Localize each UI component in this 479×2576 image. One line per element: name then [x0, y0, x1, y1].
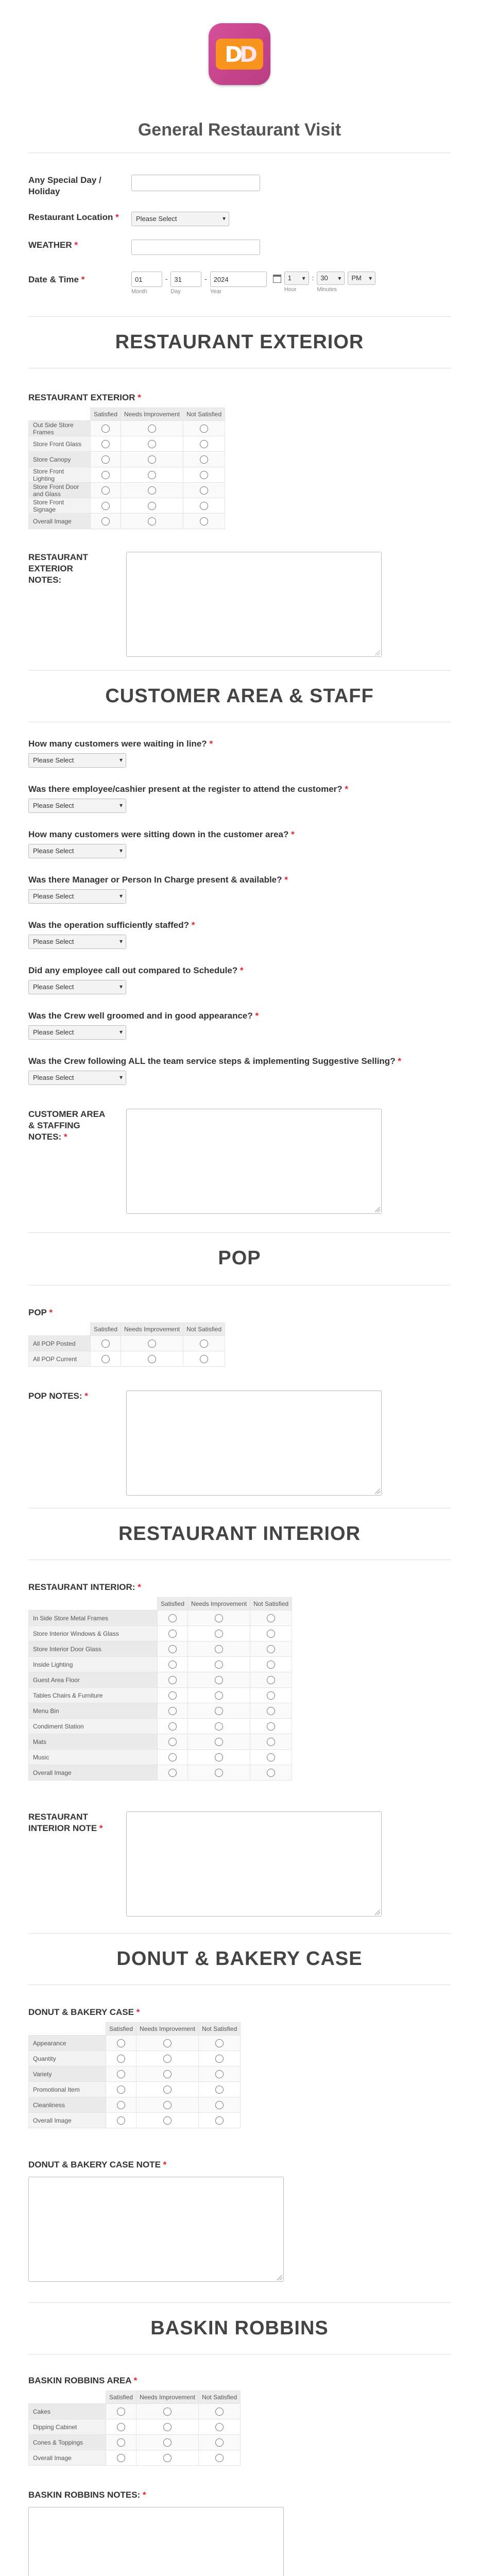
matrix-row-label: Quantity: [29, 2051, 106, 2066]
weather-field: [28, 240, 451, 255]
baskin-radio[interactable]: [215, 2438, 224, 2447]
matrix-row: [29, 467, 225, 483]
matrix-row-label: Dipping Cabinet: [29, 2419, 106, 2435]
exterior-radio[interactable]: [200, 440, 208, 448]
interior-radio[interactable]: [215, 1707, 223, 1715]
matrix-col-header: Satisfied: [106, 2391, 136, 2404]
pop-radio[interactable]: [101, 1340, 110, 1348]
interior-radio[interactable]: [215, 1614, 223, 1622]
baskin-notes-textarea[interactable]: [28, 2507, 284, 2576]
baskin-radio[interactable]: [117, 2454, 125, 2462]
customer-notes-label: CUSTOMER AREA & STAFFING NOTES: *: [28, 1109, 105, 1142]
baskin-radio[interactable]: [117, 2423, 125, 2431]
baskin-radio[interactable]: [163, 2438, 172, 2447]
donut-radio[interactable]: [163, 2070, 172, 2078]
exterior-radio[interactable]: [148, 455, 156, 464]
interior-radio[interactable]: [215, 1753, 223, 1761]
matrix-row-label: All POP Current: [29, 1351, 91, 1367]
minute-select[interactable]: 30 ▾: [317, 272, 345, 285]
interior-radio[interactable]: [215, 1691, 223, 1700]
matrix-row: [29, 1750, 292, 1765]
interior-notes-label: RESTAURANT INTERIOR NOTE *: [28, 1812, 103, 1833]
special-day-label: Any Special Day / Holiday: [28, 175, 101, 196]
month-input[interactable]: 01: [131, 272, 162, 287]
matrix-col-header: Needs Improvement: [136, 2391, 199, 2404]
donut-radio[interactable]: [163, 2116, 172, 2125]
baskin-radio[interactable]: [163, 2454, 172, 2462]
pop-notes-textarea[interactable]: [126, 1391, 382, 1496]
exterior-radio[interactable]: [148, 425, 156, 433]
customer-question: [28, 1055, 451, 1085]
interior-radio[interactable]: [267, 1630, 275, 1638]
matrix-row: [29, 2435, 241, 2450]
interior-radio[interactable]: [267, 1707, 275, 1715]
matrix-row: [29, 1719, 292, 1734]
exterior-radio[interactable]: [101, 486, 110, 495]
interior-notes-field: [28, 1811, 451, 1917]
pop-notes-field: [28, 1391, 451, 1496]
matrix-col-header: Needs Improvement: [121, 408, 183, 421]
interior-radio[interactable]: [168, 1722, 177, 1731]
matrix-row: [29, 1626, 292, 1641]
matrix-row: [29, 436, 225, 452]
matrix-row-label: Store Interior Door Glass: [29, 1641, 158, 1657]
donut-radio[interactable]: [117, 2055, 125, 2063]
pop-radio[interactable]: [101, 1355, 110, 1363]
baskin-radio[interactable]: [163, 2408, 172, 2416]
matrix-row-label: Overall Image: [29, 514, 91, 529]
interior-radio[interactable]: [168, 1738, 177, 1746]
donut-radio[interactable]: [163, 2055, 172, 2063]
matrix-col-header: Satisfied: [158, 1598, 188, 1611]
matrix-row-label: Tables Chairs & Furniture: [29, 1688, 158, 1703]
baskin-label: BASKIN ROBBINS AREA *: [28, 2376, 138, 2385]
day-sublabel: Day: [170, 289, 181, 295]
customer-question: [28, 738, 451, 768]
section-donut: DONUT & BAKERY CASE: [116, 1948, 363, 1970]
interior-radio[interactable]: [168, 1707, 177, 1715]
section-baskin: BASKIN ROBBINS: [150, 2317, 329, 2339]
matrix-row: [29, 498, 225, 514]
matrix-row: [29, 1611, 292, 1626]
minute-sublabel: Minutes: [317, 286, 337, 293]
matrix-row-label: Store Front Glass: [29, 436, 91, 452]
pop-matrix: [28, 1323, 451, 1367]
donut-radio[interactable]: [163, 2101, 172, 2109]
matrix-row-label: Music: [29, 1750, 158, 1765]
matrix-row-label: Store Canopy: [29, 452, 91, 467]
exterior-radio[interactable]: [101, 471, 110, 479]
exterior-radio[interactable]: [200, 455, 208, 464]
pop-radio[interactable]: [148, 1340, 156, 1348]
matrix-row-label: Store Interior Windows & Glass: [29, 1626, 158, 1641]
interior-radio[interactable]: [267, 1614, 275, 1622]
pop-notes-label: POP NOTES: *: [28, 1391, 88, 1401]
customer-question: [28, 783, 451, 813]
donut-radio[interactable]: [117, 2086, 125, 2094]
page-title: General Restaurant Visit: [138, 120, 341, 140]
interior-radio[interactable]: [168, 1753, 177, 1761]
interior-radio[interactable]: [267, 1769, 275, 1777]
baskin-radio[interactable]: [215, 2454, 224, 2462]
matrix-col-header: Satisfied: [91, 1323, 121, 1336]
question-label: How many customers were sitting down in the customer area? *: [28, 829, 295, 839]
baskin-radio[interactable]: [163, 2423, 172, 2431]
interior-radio[interactable]: [267, 1738, 275, 1746]
customer-question: [28, 919, 451, 949]
question-label: Did any employee call out compared to Schedule? *: [28, 965, 244, 975]
exterior-label: RESTAURANT EXTERIOR *: [28, 393, 141, 402]
question-label: Was there employee/cashier present at the register to attend the customer? *: [28, 784, 349, 794]
special-day-field: [28, 175, 451, 197]
location-select[interactable]: Please Select ▾: [131, 212, 229, 226]
exterior-radio[interactable]: [200, 502, 208, 510]
question-label: Was the Crew following ALL the team service steps & implementing Suggestive Selling? *: [28, 1056, 401, 1066]
dd-logo-icon: D D: [216, 39, 263, 70]
customer-question: [28, 1010, 451, 1040]
interior-radio[interactable]: [215, 1738, 223, 1746]
interior-radio[interactable]: [168, 1676, 177, 1684]
day-input[interactable]: 31: [170, 272, 201, 287]
matrix-col-header: Not Satisfied: [250, 1598, 292, 1611]
exterior-notes-textarea[interactable]: [126, 552, 382, 657]
exterior-radio[interactable]: [200, 486, 208, 495]
matrix-col-header: Not Satisfied: [183, 1323, 225, 1336]
matrix-row-label: All POP Posted: [29, 1336, 91, 1351]
exterior-matrix: [28, 408, 451, 529]
interior-radio[interactable]: [168, 1769, 177, 1777]
pop-radio[interactable]: [200, 1340, 208, 1348]
question-select[interactable]: Please Select ▾: [28, 889, 126, 904]
pop-radio[interactable]: [200, 1355, 208, 1363]
baskin-radio[interactable]: [215, 2408, 224, 2416]
interior-radio[interactable]: [267, 1753, 275, 1761]
interior-radio[interactable]: [168, 1630, 177, 1638]
matrix-row: [29, 2113, 241, 2128]
exterior-notes-field: [28, 552, 451, 657]
exterior-radio[interactable]: [101, 517, 110, 526]
month-sublabel: Month: [131, 289, 147, 295]
matrix-row: [29, 483, 225, 498]
exterior-radio[interactable]: [148, 517, 156, 526]
question-select[interactable]: Please Select ▾: [28, 1071, 126, 1085]
brand-logo: [209, 23, 270, 85]
interior-notes-textarea[interactable]: [126, 1811, 382, 1917]
matrix-row: [29, 2404, 241, 2419]
donut-label: DONUT & BAKERY CASE *: [28, 2007, 140, 2017]
special-day-input[interactable]: [131, 175, 260, 191]
interior-radio[interactable]: [267, 1645, 275, 1653]
interior-radio[interactable]: [168, 1691, 177, 1700]
exterior-radio[interactable]: [101, 440, 110, 448]
question-select[interactable]: Please Select ▾: [28, 1025, 126, 1040]
matrix-row-label: Cones & Toppings: [29, 2435, 106, 2450]
datetime-label: Date & Time *: [28, 275, 85, 284]
donut-radio[interactable]: [117, 2101, 125, 2109]
customer-question: [28, 828, 451, 858]
matrix-row: [29, 1672, 292, 1688]
question-label: Was the Crew well groomed and in good appearance? *: [28, 1011, 259, 1021]
matrix-row: [29, 1688, 292, 1703]
matrix-row-label: Appearance: [29, 2036, 106, 2051]
donut-radio[interactable]: [215, 2116, 224, 2125]
exterior-notes-label: RESTAURANT EXTERIOR NOTES:: [28, 552, 88, 585]
matrix-row: [29, 2419, 241, 2435]
matrix-row: [29, 1351, 225, 1367]
date-sep-2: -: [204, 275, 207, 283]
interior-radio[interactable]: [215, 1769, 223, 1777]
exterior-radio[interactable]: [148, 471, 156, 479]
question-label: Was the operation sufficiently staffed? *: [28, 920, 195, 930]
interior-radio[interactable]: [267, 1676, 275, 1684]
donut-radio[interactable]: [117, 2116, 125, 2125]
matrix-row: [29, 2036, 241, 2051]
section-pop: POP: [218, 1247, 261, 1269]
donut-radio[interactable]: [215, 2055, 224, 2063]
matrix-row-label: Inside Lighting: [29, 1657, 158, 1672]
year-input[interactable]: 2024: [210, 272, 267, 287]
interior-radio[interactable]: [168, 1645, 177, 1653]
interior-radio[interactable]: [215, 1630, 223, 1638]
weather-input[interactable]: [131, 240, 260, 255]
matrix-row-label: Cakes: [29, 2404, 106, 2419]
exterior-radio[interactable]: [148, 502, 156, 510]
question-select[interactable]: Please Select ▾: [28, 844, 126, 858]
matrix-row-label: Store Front Door and Glass: [29, 483, 91, 498]
donut-notes-textarea[interactable]: [28, 2177, 284, 2282]
matrix-row-label: Condiment Station: [29, 1719, 158, 1734]
exterior-radio[interactable]: [148, 486, 156, 495]
location-field: [28, 212, 451, 226]
interior-radio[interactable]: [168, 1614, 177, 1622]
ampm-select[interactable]: PM ▾: [348, 272, 375, 285]
matrix-row-label: Overall Image: [29, 2113, 106, 2128]
exterior-radio[interactable]: [148, 440, 156, 448]
matrix-row-label: Overall Image: [29, 2450, 106, 2466]
exterior-radio[interactable]: [200, 425, 208, 433]
donut-radio[interactable]: [215, 2101, 224, 2109]
customer-question: [28, 874, 451, 904]
section-exterior: RESTAURANT EXTERIOR: [115, 331, 364, 353]
section-interior: RESTAURANT INTERIOR: [118, 1523, 361, 1545]
donut-radio[interactable]: [215, 2086, 224, 2094]
matrix-row-label: Menu Bin: [29, 1703, 158, 1719]
interior-radio[interactable]: [215, 1645, 223, 1653]
matrix-row: [29, 1641, 292, 1657]
matrix-row: [29, 421, 225, 436]
calendar-icon[interactable]: [273, 275, 281, 283]
matrix-col-header: Not Satisfied: [199, 2023, 241, 2036]
interior-radio[interactable]: [215, 1722, 223, 1731]
matrix-col-header: Needs Improvement: [188, 1598, 250, 1611]
question-label: How many customers were waiting in line? *: [28, 739, 213, 749]
interior-radio[interactable]: [267, 1660, 275, 1669]
date-sep: -: [165, 275, 168, 283]
baskin-notes-label: BASKIN ROBBINS NOTES: *: [28, 2490, 146, 2500]
time-sep: :: [312, 274, 314, 282]
matrix-row-label: Guest Area Floor: [29, 1672, 158, 1688]
donut-radio[interactable]: [117, 2070, 125, 2078]
matrix-row: [29, 2066, 241, 2082]
question-select[interactable]: Please Select ▾: [28, 980, 126, 994]
exterior-radio[interactable]: [200, 517, 208, 526]
location-label: Restaurant Location *: [28, 212, 119, 222]
matrix-col-header: Not Satisfied: [183, 408, 225, 421]
exterior-radio[interactable]: [200, 471, 208, 479]
interior-radio[interactable]: [215, 1676, 223, 1684]
interior-matrix: [28, 1597, 451, 1781]
question-select[interactable]: Please Select ▾: [28, 799, 126, 813]
hour-sublabel: Hour: [284, 286, 297, 293]
interior-radio[interactable]: [168, 1660, 177, 1669]
matrix-row: [29, 2082, 241, 2097]
matrix-row: [29, 1765, 292, 1781]
donut-radio[interactable]: [163, 2086, 172, 2094]
matrix-col-header: Satisfied: [91, 408, 121, 421]
matrix-col-header: Satisfied: [106, 2023, 136, 2036]
matrix-row-label: Out Side Store Frames: [29, 421, 91, 436]
matrix-col-header: Not Satisfied: [199, 2391, 241, 2404]
donut-radio[interactable]: [215, 2039, 224, 2047]
baskin-radio[interactable]: [215, 2423, 224, 2431]
interior-radio[interactable]: [215, 1660, 223, 1669]
customer-notes-field: [28, 1109, 451, 1214]
matrix-row: [29, 452, 225, 467]
interior-radio[interactable]: [267, 1722, 275, 1731]
matrix-row-label: Promotional Item: [29, 2082, 106, 2097]
baskin-matrix: [28, 2391, 451, 2466]
matrix-row: [29, 1657, 292, 1672]
donut-notes-label: DONUT & BAKERY CASE NOTE *: [28, 2160, 167, 2170]
matrix-row-label: Store Front Lighting: [29, 467, 91, 483]
matrix-row: [29, 1336, 225, 1351]
customer-notes-textarea[interactable]: [126, 1109, 382, 1214]
customer-question: [28, 964, 451, 994]
matrix-row-label: Overall Image: [29, 1765, 158, 1781]
matrix-row: [29, 1734, 292, 1750]
pop-label: POP *: [28, 1308, 53, 1317]
matrix-row-label: Variety: [29, 2066, 106, 2082]
matrix-row: [29, 514, 225, 529]
interior-radio[interactable]: [267, 1691, 275, 1700]
matrix-row: [29, 2097, 241, 2113]
donut-radio[interactable]: [117, 2039, 125, 2047]
matrix-row: [29, 2450, 241, 2466]
matrix-row-label: Store Front Signage: [29, 498, 91, 514]
matrix-col-header: Needs Improvement: [121, 1323, 183, 1336]
customer-questions: [28, 738, 451, 1085]
section-customer: CUSTOMER AREA & STAFF: [105, 685, 374, 707]
matrix-row-label: Mats: [29, 1734, 158, 1750]
datetime-field: [28, 272, 451, 295]
donut-radio[interactable]: [215, 2070, 224, 2078]
matrix-col-header: Needs Improvement: [136, 2023, 199, 2036]
baskin-radio[interactable]: [117, 2438, 125, 2447]
exterior-radio[interactable]: [101, 455, 110, 464]
year-sublabel: Year: [210, 289, 221, 295]
matrix-row-label: Cleanliness: [29, 2097, 106, 2113]
matrix-row: [29, 2051, 241, 2066]
interior-label: RESTAURANT INTERIOR: *: [28, 1582, 141, 1592]
question-select[interactable]: Please Select ▾: [28, 935, 126, 949]
exterior-radio[interactable]: [101, 425, 110, 433]
donut-matrix: [28, 2022, 451, 2128]
donut-radio[interactable]: [163, 2039, 172, 2047]
matrix-row: [29, 1703, 292, 1719]
exterior-radio[interactable]: [101, 502, 110, 510]
baskin-radio[interactable]: [117, 2408, 125, 2416]
question-label: Was there Manager or Person In Charge present & available? *: [28, 875, 288, 885]
pop-radio[interactable]: [148, 1355, 156, 1363]
weather-label: WEATHER *: [28, 240, 78, 250]
matrix-row-label: In Side Store Metal Frames: [29, 1611, 158, 1626]
question-select[interactable]: Please Select ▾: [28, 753, 126, 768]
hour-select[interactable]: 1 ▾: [284, 272, 309, 285]
